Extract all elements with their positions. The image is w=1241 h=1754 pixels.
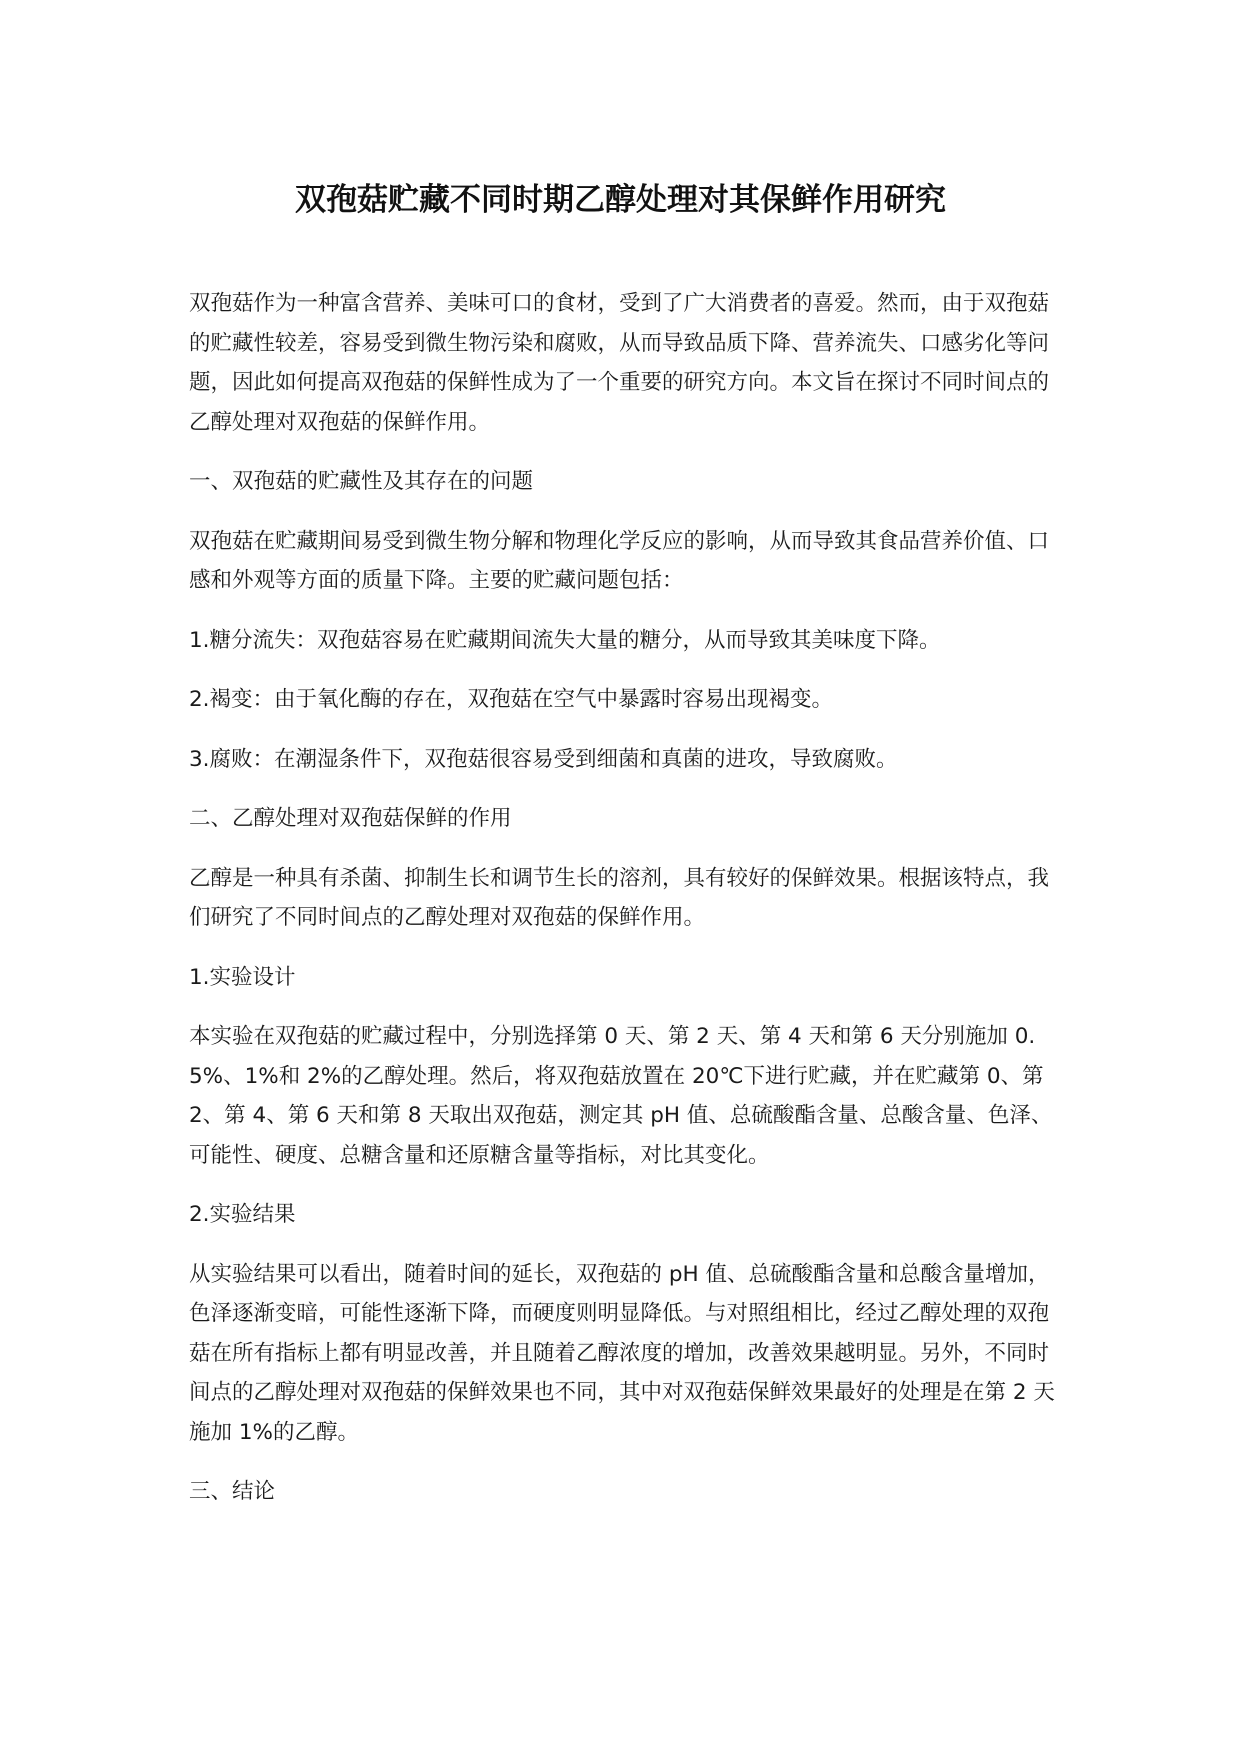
list-item-browning: 2.褐变：由于氧化酶的存在，双孢菇在空气中暴露时容易出现褐变。 — [189, 687, 834, 712]
intro-paragraph: 双孢菇作为一种富含营养、美味可口的食材，受到了广大消费者的喜爱。然而，由于双孢菇的贮藏性较差，容易受到微生物污染和腐败，从而导致品质下降、营养流失、口感劣化等问题，因此如何提高双孢菇的保鲜性成为了一个重要的研究方向。本文旨在探讨不同时间点的乙醇处理对双孢菇的保鲜作用。 — [189, 291, 1050, 435]
subheading-experiment-design: 1.实验设计 — [189, 964, 296, 990]
section-heading-1: 一、双孢菇的贮藏性及其存在的问题 — [189, 469, 534, 494]
subheading-experiment-results: 2.实验结果 — [189, 1202, 296, 1227]
section-1-paragraph: 双孢菇在贮藏期间易受到微生物分解和物理化学反应的影响，从而导致其食品营养价值、口感和外观等方面的质量下降。主要的贮藏问题包括： — [189, 528, 1050, 593]
experiment-results-paragraph: 从实验结果可以看出，随着时间的延长，双孢菇的 pH 值、总硫酸酯含量和总酸含量增加，色泽逐渐变暗，可能性逐渐下降，而硬度则明显降低。与对照组相比，经过乙醇处理的双孢菇在所有指标上都有明显改善，并且随着乙醇浓度的增加，改善效果越明显。另外，不同时间点的乙醇处理对双孢菇的保鲜效果也不同，其中对双孢菇保鲜效果最好的处理是在第 2 天施加 1%的乙醇。 — [189, 1261, 1055, 1445]
list-item-sugar-loss: 1.糖分流失：双孢菇容易在贮藏期间流失大量的糖分，从而导致其美味度下降。 — [189, 627, 941, 653]
section-2-paragraph: 乙醇是一种具有杀菌、抑制生长和调节生长的溶剂，具有较好的保鲜效果。根据该特点，我们研究了不同时间点的乙醇处理对双孢菇的保鲜作用。 — [189, 865, 1050, 930]
list-item-decay: 3.腐败：在潮湿条件下，双孢菇很容易受到细菌和真菌的进攻，导致腐败。 — [189, 746, 898, 772]
experiment-design-paragraph: 本实验在双孢菇的贮藏过程中，分别选择第 0 天、第 2 天、第 4 天和第 6 天分别施加 0.5%、1%和 2%的乙醇处理。然后，将双孢菇放置在 20℃下进行贮藏，并在贮藏第 0、第 2、第 4、第 6 天和第 8 天取出双孢菇，测定其 pH 值、总硫酸酯含量、总酸含量、色泽、可能性、硬度、总糖含量和还原糖含量等指标，对比其变化。 — [189, 1024, 1053, 1168]
section-heading-2: 二、乙醇处理对双孢菇保鲜的作用 — [189, 806, 512, 831]
section-heading-3: 三、结论 — [189, 1479, 276, 1504]
document-body — [189, 284, 1059, 1532]
document-title: 双孢菇贮藏不同时期乙醇处理对其保鲜作用研究 — [295, 182, 946, 218]
